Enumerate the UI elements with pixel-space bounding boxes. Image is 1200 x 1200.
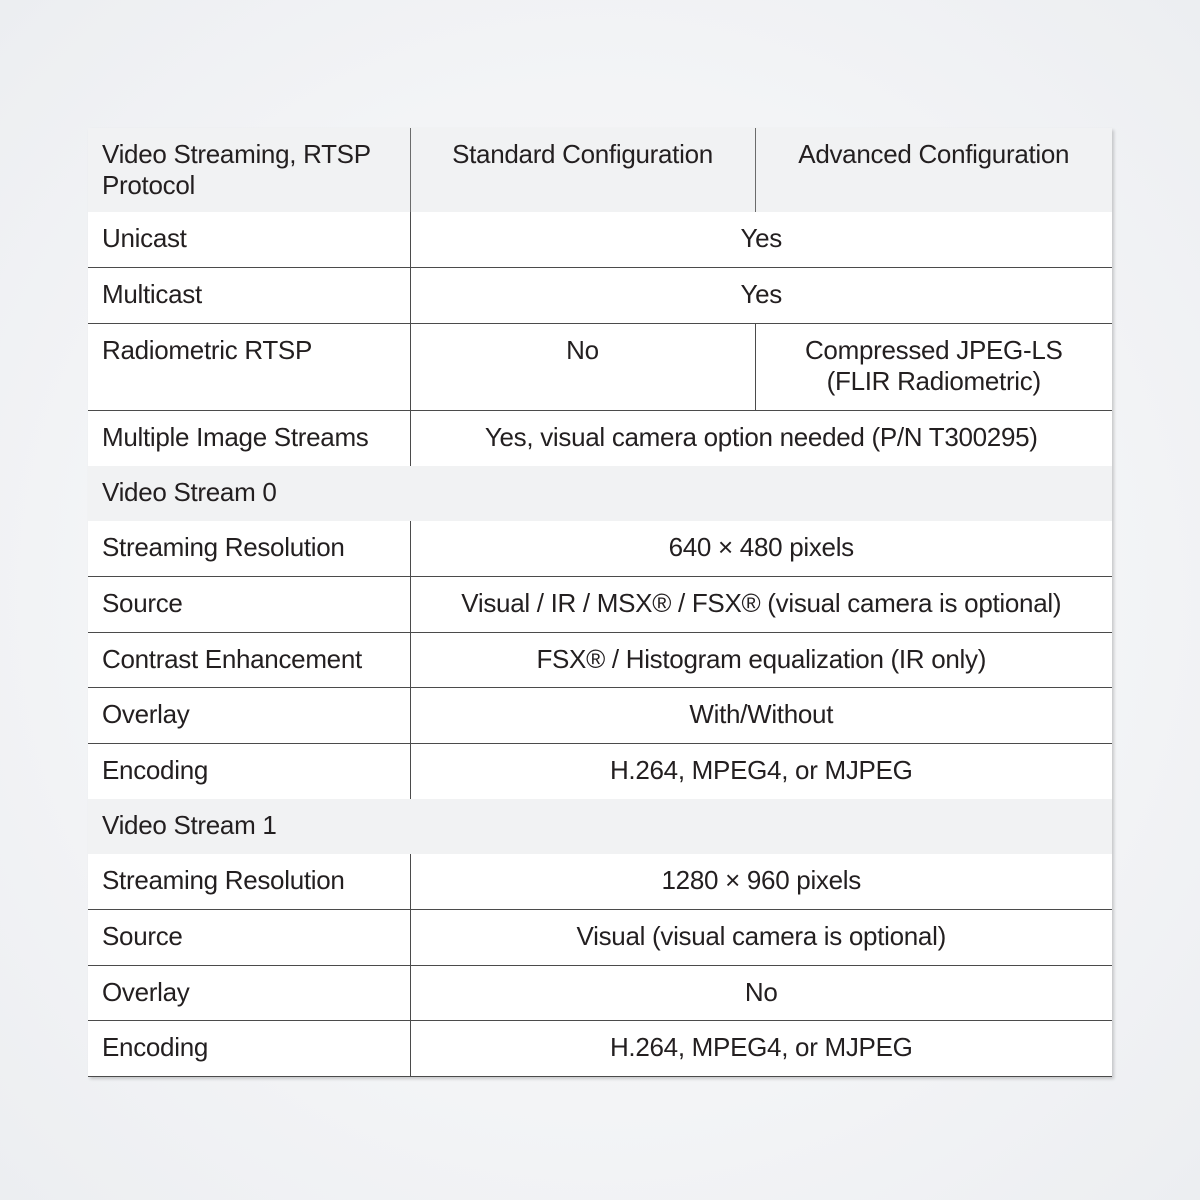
- row-value: FSX® / Histogram equalization (IR only): [410, 632, 1112, 688]
- row-value: With/Without: [410, 688, 1112, 744]
- row-label: Encoding: [88, 1021, 410, 1077]
- row-value: Yes: [410, 212, 1112, 268]
- row-value: 640 × 480 pixels: [410, 521, 1112, 577]
- table-row-stream1-overlay: [88, 965, 1112, 1021]
- table-row-multiple-image-streams: [88, 410, 1112, 466]
- header-label: Video Streaming, RTSP Protocol: [88, 128, 410, 212]
- table-row-stream1-resolution: [88, 854, 1112, 910]
- row-label: Multiple Image Streams: [102, 421, 369, 452]
- row-value: Yes: [410, 268, 1112, 324]
- row-label: Source: [88, 577, 410, 633]
- advanced-line-1: Compressed JPEG-LS: [804, 334, 1063, 365]
- row-label: Source: [88, 910, 410, 966]
- row-label: Multicast: [88, 268, 410, 324]
- table-row-unicast: [88, 212, 1112, 268]
- table-row-radiometric-rtsp: [88, 323, 1112, 410]
- row-label: Radiometric RTSP: [88, 323, 410, 410]
- table-row-stream0-overlay: [88, 688, 1112, 744]
- spec-table-card: [88, 128, 1112, 1077]
- row-value: 1280 × 960 pixels: [410, 854, 1112, 910]
- row-value: Yes, visual camera option needed (P/N T300295): [410, 410, 1112, 466]
- table-row-stream0-encoding: [88, 743, 1112, 799]
- section-title: Video Stream 0: [88, 466, 1112, 522]
- row-value: No: [410, 965, 1112, 1021]
- row-label: Overlay: [88, 688, 410, 744]
- row-label: Streaming Resolution: [88, 854, 410, 910]
- row-value: H.264, MPEG4, or MJPEG: [410, 743, 1112, 799]
- table-row-stream0-source: [88, 577, 1112, 633]
- table-header-row: [88, 128, 1112, 212]
- row-label: Contrast Enhancement: [88, 632, 410, 688]
- row-label: Overlay: [88, 965, 410, 1021]
- section-video-stream-1: [88, 799, 1112, 855]
- row-value-advanced: [755, 323, 1112, 410]
- table-row-stream0-contrast: [88, 632, 1112, 688]
- section-title: Video Stream 1: [88, 799, 1112, 855]
- table-row-stream1-encoding: [88, 1021, 1112, 1077]
- row-value: Visual / IR / MSX® / FSX® (visual camera is optional): [410, 577, 1112, 633]
- section-video-stream-0: [88, 466, 1112, 522]
- table-row-stream1-source: [88, 910, 1112, 966]
- table-row-multicast: [88, 268, 1112, 324]
- row-label: Encoding: [102, 754, 209, 785]
- row-label: Unicast: [88, 212, 410, 268]
- row-value-standard: No: [410, 323, 755, 410]
- row-value: H.264, MPEG4, or MJPEG: [410, 1021, 1112, 1077]
- advanced-line-2: (FLIR Radiometric): [826, 365, 1041, 396]
- header-standard-configuration: Standard Configuration: [410, 128, 755, 212]
- row-label: Streaming Resolution: [88, 521, 410, 577]
- row-value: Visual (visual camera is optional): [410, 910, 1112, 966]
- table-row-stream0-resolution: [88, 521, 1112, 577]
- rtsp-spec-table: [88, 128, 1112, 1077]
- header-advanced-configuration: Advanced Configuration: [755, 128, 1112, 212]
